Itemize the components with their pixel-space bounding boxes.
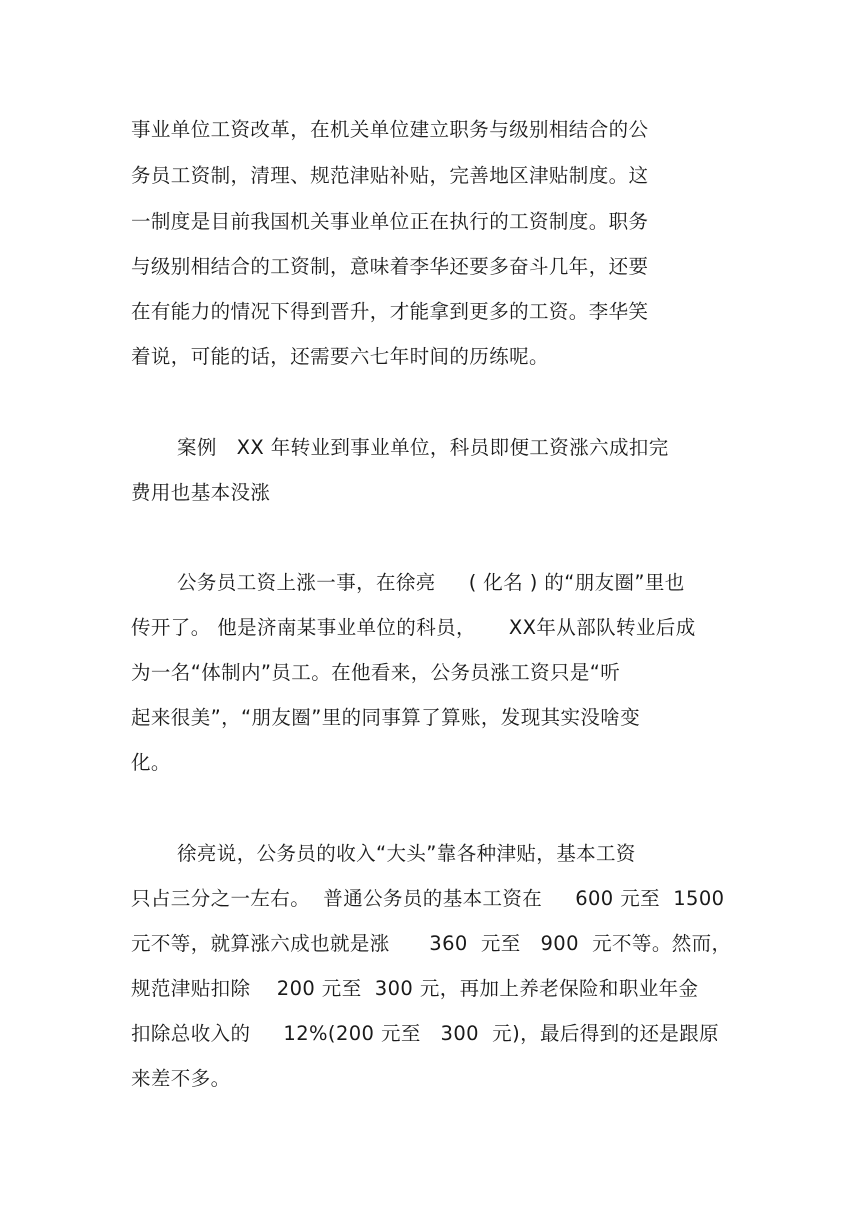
text-line: 传开了。 他是济南某事业单位的科员， XX年从部队转业后成 (131, 616, 696, 639)
text-line: 为一名“体制内”员工。在他看来，公务员涨工资只是“听 (131, 661, 621, 684)
text-line: 元不等，就算涨六成也就是涨 360 元至 900 元不等。然而， (131, 932, 732, 955)
text-line: 规范津贴扣除 200 元至 300 元，再加上养老保险和职业年金 (131, 977, 699, 1000)
case-heading-line: 案例 XX 年转业到事业单位，科员即便工资涨六成扣完 (177, 436, 669, 459)
text-line: 与级别相结合的工资制，意味着李华还要多奋斗几年，还要 (131, 255, 649, 278)
case-heading-line: 费用也基本没涨 (131, 481, 271, 504)
text-line: 一制度是目前我国机关事业单位正在执行的工资制度。职务 (131, 210, 649, 233)
text-line: 来差不多。 (131, 1067, 231, 1090)
text-line: 扣除总收入的 12%(200 元至 300 元)，最后得到的还是跟原 (131, 1022, 720, 1045)
text-line: 务员工资制，清理、规范津贴补贴，完善地区津贴制度。这 (131, 164, 649, 187)
text-line: 起来很美”，“朋友圈”里的同事算了算账，发现其实没啥变 (131, 706, 641, 729)
text-line: 事业单位工资改革，在机关单位建立职务与级别相结合的公 (131, 118, 649, 141)
text-line: 着说，可能的话，还需要六七年时间的历练呢。 (131, 345, 549, 368)
text-line: 在有能力的情况下得到晋升，才能拿到更多的工资。李华笑 (131, 300, 649, 323)
text-line: 徐亮说，公务员的收入“大头”靠各种津贴，基本工资 (177, 842, 636, 865)
text-line: 只占三分之一左右。 普通公务员的基本工资在 600 元至 1500 (131, 887, 725, 910)
text-line: 化。 (131, 751, 171, 774)
text-line: 公务员工资上涨一事，在徐亮 ( 化名 ) 的“朋友圈”里也 (177, 571, 685, 594)
